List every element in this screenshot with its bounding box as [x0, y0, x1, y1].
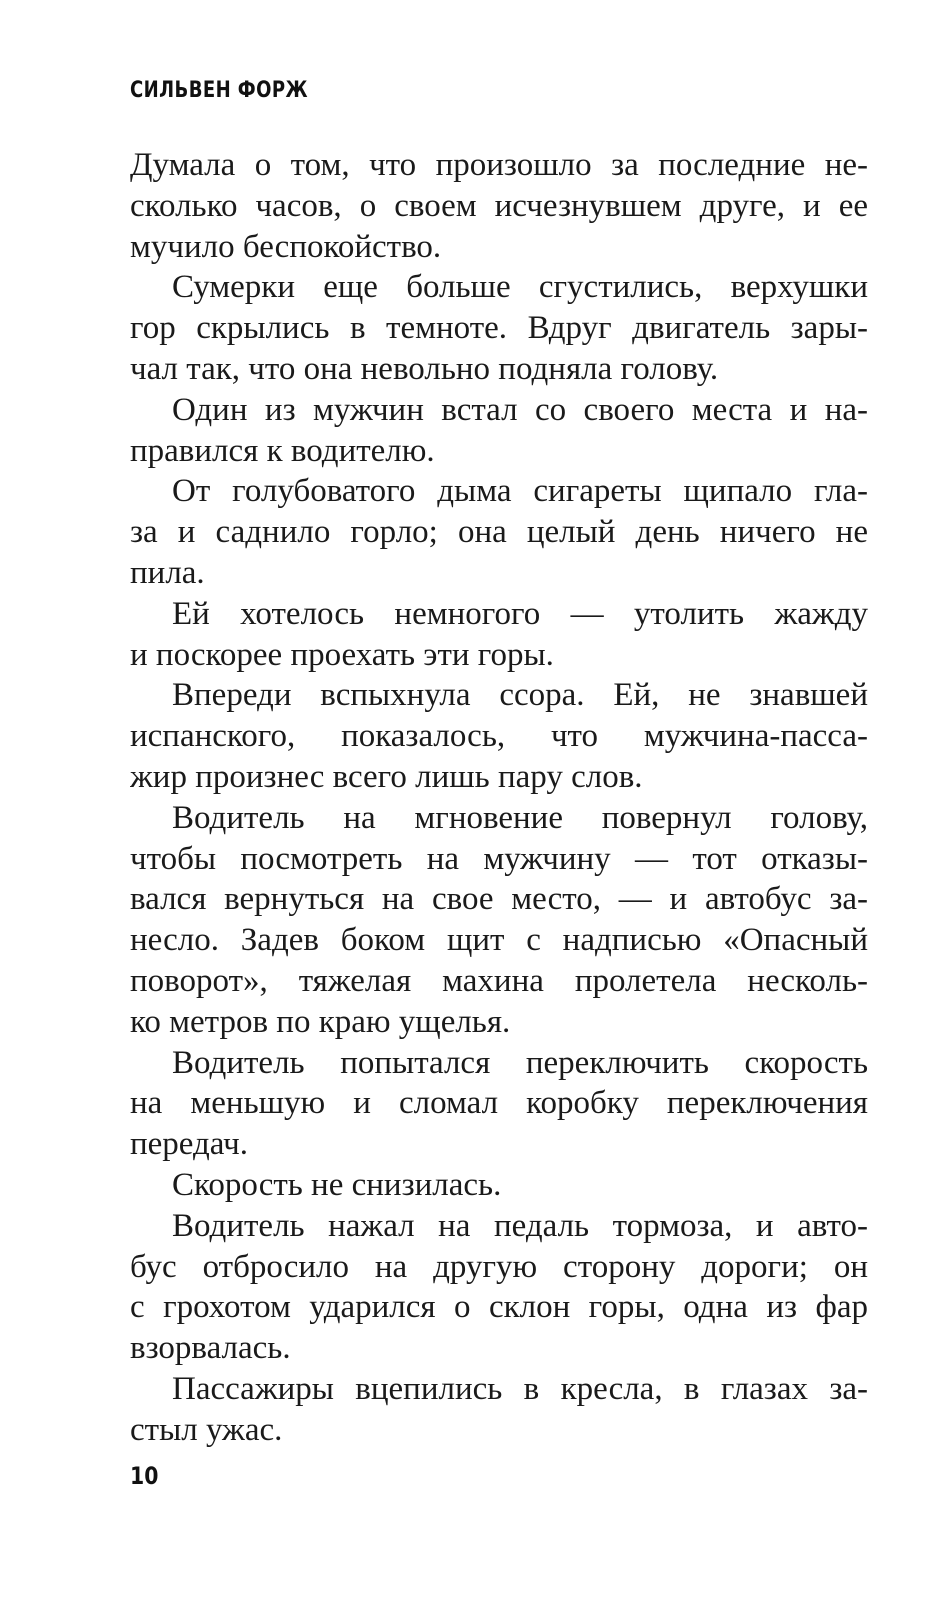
text-line: Думала о том, что произошло за последние не- — [130, 147, 868, 183]
text-line: передач. — [130, 1126, 248, 1163]
text-line: Впереди вспыхнула ссора. Ей, не знавшей — [172, 677, 868, 714]
text-line: жир произнес всего лишь пару слов. — [130, 758, 643, 795]
text-line: испанского, показалось, что мужчина-пасса- — [130, 718, 868, 755]
text-line: за и саднило горло; она целый день ничего не — [130, 514, 868, 551]
text-line: чал так, что она невольно подняла голову. — [130, 350, 719, 387]
text-line: пила. — [130, 554, 205, 591]
text-line: бус отбросило на другую сторону дороги; он — [130, 1248, 868, 1285]
text-line: От голубоватого дыма сигареты щипало гла- — [172, 473, 868, 510]
text-line: Водитель попытался переключить скорость — [172, 1044, 868, 1081]
text-line: гор скрылись в темноте. Вдруг двигатель зары- — [130, 310, 868, 347]
page-number: 10 — [130, 1462, 159, 1490]
text-line: стыл ужас. — [130, 1411, 283, 1448]
text-line: сколько часов, о своем исчезнувшем друге, и ее — [130, 187, 868, 224]
text-line: Водитель на мгновение повернул голову, — [172, 799, 868, 836]
text-line: взорвалась. — [130, 1330, 291, 1367]
text-line: вался вернуться на свое место, — и автобус за- — [130, 881, 868, 918]
text-line: поворот», тяжелая махина пролетела несколь- — [130, 962, 868, 999]
text-line: Скорость не снизилась. — [172, 1166, 502, 1203]
text-line: несло. Задев боком щит с надписью «Опасный — [130, 922, 868, 959]
text-line: Один из мужчин встал со своего места и на- — [172, 391, 868, 428]
text-line: ко метров по краю ущелья. — [130, 1003, 511, 1040]
text-line: правился к водителю. — [130, 432, 435, 469]
running-head: СИЛЬВЕН ФОРЖ — [130, 78, 308, 103]
body-text — [130, 145, 868, 1451]
text-line: Сумерки еще больше сгустились, верхушки — [172, 269, 868, 306]
text-line: Ей хотелось немногого — утолить жажду — [172, 595, 868, 632]
text-line: Пассажиры вцепились в кресла, в глазах за- — [172, 1370, 868, 1407]
text-line: Водитель нажал на педаль тормоза, и авто- — [172, 1207, 868, 1244]
text-line: на меньшую и сломал коробку переключения — [130, 1085, 868, 1122]
text-line: с грохотом ударился о склон горы, одна из фар — [130, 1289, 868, 1326]
text-line: чтобы посмотреть на мужчину — тот отказы- — [130, 840, 868, 877]
text-line: мучило беспокойство. — [130, 228, 442, 265]
text-line: и поскорее проехать эти горы. — [130, 636, 554, 673]
